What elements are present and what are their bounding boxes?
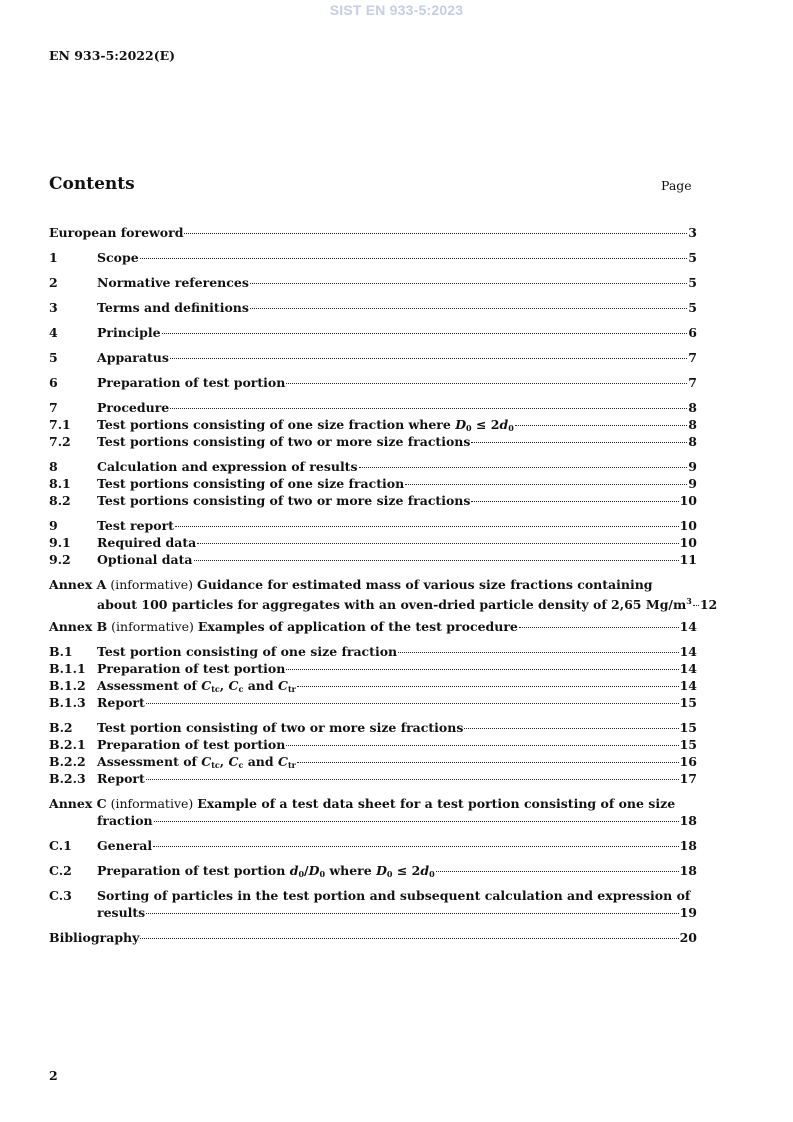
toc-entry-bibliography[interactable] [49, 929, 697, 946]
toc-page-number: 8 [688, 417, 697, 432]
toc-section-number: 4 [49, 325, 58, 340]
toc-entry-text: Sorting of particles in the test portion and subsequent calculation and expression of [97, 888, 691, 903]
toc-entry-text: Scope [97, 250, 139, 265]
toc-section-number: B.1 [49, 644, 73, 659]
toc-entry-text: Test report [97, 518, 174, 533]
toc-entry-c-1[interactable] [49, 837, 697, 854]
toc-entry-8-1[interactable] [49, 475, 697, 492]
toc-section-number: 8.1 [49, 476, 71, 491]
toc-page-number: 7 [688, 375, 697, 390]
toc-page-number: 14 [679, 619, 697, 634]
toc-page-number: 18 [679, 813, 697, 828]
dot-leader [175, 526, 679, 527]
toc-page-number: 14 [679, 678, 697, 693]
toc-page-number: 9 [688, 476, 697, 491]
toc-page-number: 10 [679, 493, 697, 508]
dot-leader [153, 846, 678, 847]
dot-leader [464, 728, 678, 729]
toc-entry-annex-b[interactable] [49, 618, 697, 635]
dot-leader [436, 871, 679, 872]
toc-entry-b-2-1[interactable] [49, 736, 697, 753]
toc-entry-text: Terms and definitions [97, 300, 249, 315]
dot-leader [140, 258, 688, 259]
toc-entry-8[interactable] [49, 458, 697, 475]
dot-leader [184, 233, 687, 234]
toc-page-number: 17 [679, 771, 697, 786]
toc-entry-annex-a-continued[interactable] [49, 593, 718, 612]
toc-section-number: B.2 [49, 720, 73, 735]
toc-section-number: B.1.1 [49, 661, 86, 676]
dot-leader [405, 484, 687, 485]
toc-entry-b-1-1[interactable] [49, 660, 697, 677]
toc-page-number: 8 [688, 400, 697, 415]
toc-section-number: 6 [49, 375, 58, 390]
contents-title: Contents [49, 174, 135, 194]
dot-leader [297, 762, 679, 763]
toc-entry-text: Report [97, 695, 145, 710]
dot-leader [286, 669, 678, 670]
toc-entry-text: Preparation of test portion [97, 737, 286, 752]
toc-page-number: 14 [679, 661, 697, 676]
toc-page-number: 10 [679, 535, 697, 550]
toc-page-number: 15 [679, 720, 697, 735]
toc-page-number: 16 [679, 754, 697, 769]
toc-entry-text: Test portions consisting of one size fraction [97, 476, 405, 491]
toc-entry-c-3[interactable] [49, 887, 697, 904]
toc-entry-text: Test portions consisting of one size fraction where $D_0 \le 2d_0$ [97, 417, 514, 433]
toc-entry-9-2[interactable] [49, 551, 697, 568]
dot-leader [170, 358, 687, 359]
dot-leader [286, 383, 687, 384]
toc-entry-9-1[interactable] [49, 534, 697, 551]
toc-entry-european-foreword[interactable] [49, 224, 697, 241]
dot-leader [515, 425, 687, 426]
toc-page-number: 12 [699, 597, 718, 612]
toc-entry-annex-c[interactable] [49, 795, 697, 812]
toc-entry-text: Preparation of test portion $d_0/D_0$ where $D_0 \le 2d_0$ [97, 863, 435, 879]
toc-entry-2[interactable] [49, 274, 697, 291]
toc-entry-7[interactable] [49, 399, 697, 416]
toc-section-number: B.1.3 [49, 695, 86, 710]
page-column-label: Page [661, 178, 692, 193]
toc-section-number: 3 [49, 300, 58, 315]
toc-entry-text: Report [97, 771, 145, 786]
toc-entry-text: Procedure [97, 400, 170, 415]
toc-page-number: 7 [688, 350, 697, 365]
toc-page-number: 5 [688, 300, 697, 315]
toc-section-number: 7.2 [49, 434, 71, 449]
dot-leader [398, 652, 678, 653]
toc-section-number: 5 [49, 350, 58, 365]
toc-entry-text: Annex C (informative) Example of a test data sheet for a test portion consisting of one size [49, 796, 676, 811]
toc-section-number: C.2 [49, 863, 72, 878]
toc-entry-text: Bibliography [49, 930, 140, 945]
toc-page-number: 15 [679, 737, 697, 752]
toc-entry-text: Normative references [97, 275, 249, 290]
toc-entry-c-2[interactable] [49, 862, 697, 879]
toc-entry-8-2[interactable] [49, 492, 697, 509]
dot-leader [170, 408, 687, 409]
toc-page-number: 19 [679, 905, 697, 920]
toc-entry-9[interactable] [49, 517, 697, 534]
toc-page-number: 14 [679, 644, 697, 659]
toc-entry-b-2[interactable] [49, 719, 697, 736]
toc-section-number: 7.1 [49, 417, 71, 432]
toc-entry-text: General [97, 838, 153, 853]
toc-entry-text: Principle [97, 325, 161, 340]
toc-page-number: 15 [679, 695, 697, 710]
toc-entry-6[interactable] [49, 374, 697, 391]
toc-entry-text: Annex A (informative) Guidance for estimated mass of various size fractions containing [49, 577, 653, 592]
toc-section-number: 9 [49, 518, 58, 533]
toc-section-number: 2 [49, 275, 58, 290]
toc-entry-text: Optional data [97, 552, 193, 567]
dot-leader [146, 703, 679, 704]
dot-leader [519, 627, 679, 628]
toc-entry-text: fraction [97, 813, 153, 828]
toc-entry-text: Preparation of test portion [97, 375, 286, 390]
toc-section-number: C.1 [49, 838, 72, 853]
toc-entry-7-2[interactable] [49, 433, 697, 450]
toc-entry-5[interactable] [49, 349, 697, 366]
toc-entry-text: Assessment of $C_{tc}$, $C_c$ and $C_{tr}$ [97, 754, 296, 770]
toc-section-number: 7 [49, 400, 58, 415]
toc-entry-text: Test portions consisting of two or more size fractions [97, 493, 471, 508]
toc-entry-b-1-2[interactable] [49, 677, 697, 694]
dot-leader [297, 686, 679, 687]
toc-entry-text: Assessment of $C_{tc}$, $C_c$ and $C_{tr}$ [97, 678, 296, 694]
toc-section-number: B.2.3 [49, 771, 86, 786]
table-of-contents [49, 224, 718, 946]
dot-leader [162, 333, 688, 334]
toc-entry-3[interactable] [49, 299, 697, 316]
toc-entry-annex-a[interactable] [49, 576, 697, 593]
toc-entry-text: Annex B (informative) Examples of application of the test procedure [49, 619, 518, 634]
dot-leader [286, 745, 678, 746]
toc-section-number: B.1.2 [49, 678, 86, 693]
toc-section-number: 1 [49, 250, 58, 265]
toc-entry-text: Test portions consisting of two or more size fractions [97, 434, 471, 449]
toc-page-number: 20 [679, 930, 697, 945]
toc-entry-text: Apparatus [97, 350, 169, 365]
watermark: SIST EN 933-5:2023 [329, 2, 464, 18]
toc-page-number: 18 [679, 838, 697, 853]
toc-entry-text: results [97, 905, 146, 920]
toc-entry-text: European foreword [49, 225, 184, 240]
toc-section-number: B.2.1 [49, 737, 86, 752]
toc-entry-text: Calculation and expression of results [97, 459, 358, 474]
toc-page-number: 10 [679, 518, 697, 533]
toc-page-number: 6 [688, 325, 697, 340]
toc-entry-annex-c-continued[interactable] [49, 812, 697, 829]
dot-leader [146, 779, 679, 780]
toc-entry-text: Preparation of test portion [97, 661, 286, 676]
toc-page-number: 8 [688, 434, 697, 449]
toc-section-number: C.3 [49, 888, 72, 903]
toc-entry-text: about 100 particles for aggregates with an oven-dried particle density of 2,65 $Mg/m^3$ [97, 596, 692, 612]
toc-entry-text: Test portion consisting of two or more size fractions [97, 720, 464, 735]
document-id: EN 933-5:2022(E) [49, 48, 176, 63]
toc-entry-7-1[interactable] [49, 416, 697, 433]
toc-section-number: 8.2 [49, 493, 71, 508]
dot-leader [197, 543, 678, 544]
dot-leader [693, 605, 699, 606]
toc-page-number: 9 [688, 459, 697, 474]
toc-section-number: B.2.2 [49, 754, 86, 769]
dot-leader [140, 938, 678, 939]
toc-entry-text: Required data [97, 535, 197, 550]
toc-entry-b-1[interactable] [49, 643, 697, 660]
dot-leader [194, 560, 679, 561]
toc-entry-4[interactable] [49, 324, 697, 341]
dot-leader [471, 442, 687, 443]
toc-page-number: 5 [688, 275, 697, 290]
toc-page-number: 3 [688, 225, 697, 240]
dot-leader [250, 308, 687, 309]
toc-entry-1[interactable] [49, 249, 697, 266]
dot-leader [250, 283, 687, 284]
toc-entry-text: Test portion consisting of one size fraction [97, 644, 398, 659]
page-number: 2 [49, 1068, 58, 1083]
dot-leader [146, 913, 678, 914]
toc-section-number: 9.2 [49, 552, 71, 567]
toc-page-number: 18 [679, 863, 697, 878]
toc-entry-b-2-2[interactable] [49, 753, 697, 770]
dot-leader [471, 501, 678, 502]
toc-entry-c-3-continued[interactable] [49, 904, 697, 921]
dot-leader [359, 467, 688, 468]
toc-section-number: 9.1 [49, 535, 71, 550]
toc-page-number: 5 [688, 250, 697, 265]
dot-leader [154, 821, 679, 822]
toc-section-number: 8 [49, 459, 58, 474]
toc-page-number: 11 [679, 552, 697, 567]
